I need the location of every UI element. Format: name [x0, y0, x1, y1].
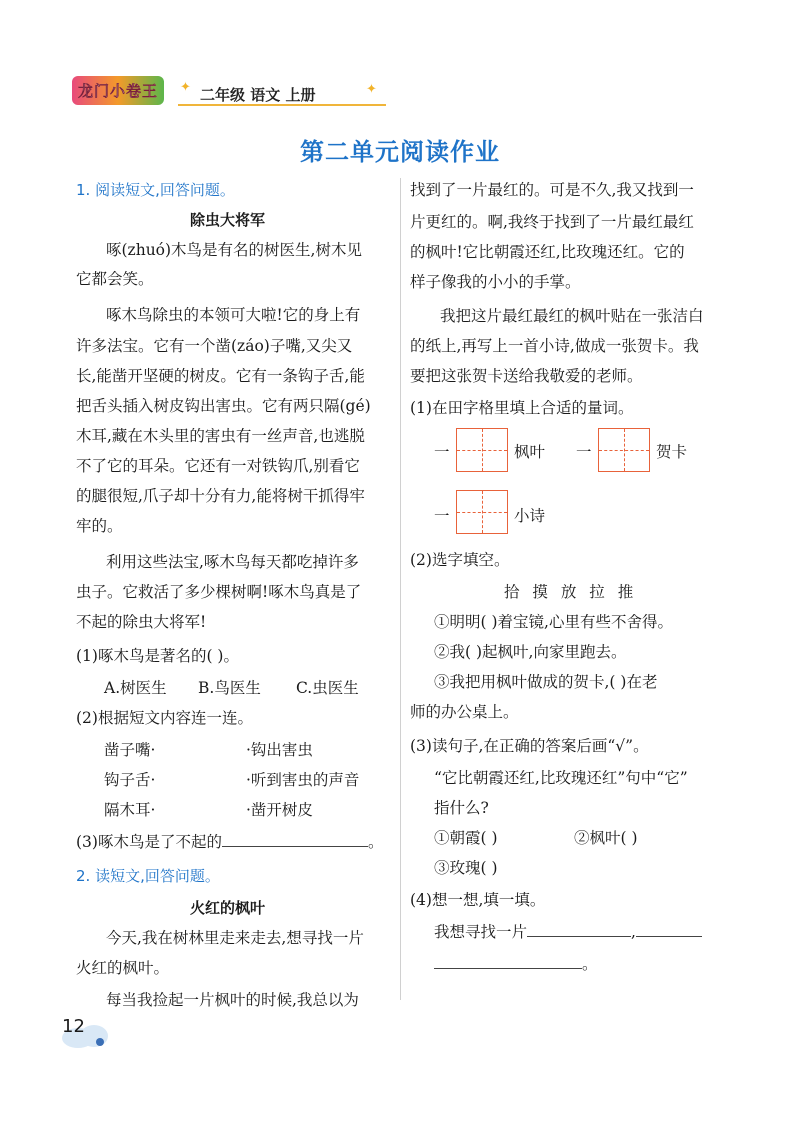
story-2-title: 火红的枫叶	[190, 899, 266, 917]
option-b[interactable]: B.鸟医生	[198, 679, 261, 697]
sparkle-icon: ✦	[180, 80, 191, 95]
question-2-heading: 2. 读短文,回答问题。	[76, 867, 220, 885]
question-1-heading: 1. 阅读短文,回答问题。	[76, 181, 235, 199]
fill-sentence-3-cont: 师的办公桌上。	[410, 703, 519, 721]
match-left-item[interactable]: 隔木耳·	[104, 801, 156, 819]
story-2-line: 今天,我在树林里走来走去,想寻找一片	[106, 929, 364, 947]
question-2-2: (2)选字填空。	[410, 551, 510, 569]
story-2-line: 找到了一片最红的。可是不久,我又找到一	[410, 181, 694, 199]
story-1-line: 虫子。它救活了多少棵树啊!啄木鸟真是了	[76, 583, 362, 601]
fill-sentence-1[interactable]: ①明明( )着宝镜,心里有些不舍得。	[434, 613, 673, 631]
story-1-line: 不了它的耳朵。它还有一对铁钩爪,别看它	[76, 457, 360, 475]
measure-word-one: 一	[434, 507, 450, 525]
story-2-line: 样子像我的小小的手掌。	[410, 273, 581, 291]
page-title: 第二单元阅读作业	[300, 138, 500, 166]
page-number: 12	[62, 1016, 85, 1037]
question-2-3-sentence: 指什么?	[434, 799, 489, 817]
match-left-item[interactable]: 钩子舌·	[104, 771, 156, 789]
story-1-line: 啄木鸟除虫的本领可大啦!它的身上有	[106, 306, 361, 324]
answer-blank[interactable]	[636, 922, 702, 937]
story-2-line: 我把这片最红最红的枫叶贴在一张洁白	[440, 307, 704, 325]
option-c[interactable]: C.虫医生	[296, 679, 359, 697]
story-1-line: 不起的除虫大将军!	[76, 613, 207, 631]
story-1-line: 的腿很短,爪子却十分有力,能将树干抓得牢	[76, 487, 365, 505]
story-1-line: 啄(zhuó)木鸟是有名的树医生,树木见	[106, 241, 362, 259]
word-poem: 小诗	[514, 507, 546, 525]
story-2-line: 片更红的。啊,我终于找到了一片最红最红	[410, 213, 694, 231]
story-2-line: 的枫叶!它比朝霞还红,比玫瑰还红。它的	[410, 243, 685, 261]
measure-word-one: 一	[434, 443, 450, 461]
story-2-line: 火红的枫叶。	[76, 959, 170, 977]
word-choices: 拾 摸 放 拉 推	[504, 583, 638, 601]
story-2-line: 要把这张贺卡送给我敬爱的老师。	[410, 367, 643, 385]
question-2-4-line2: 。	[434, 954, 598, 974]
story-2-line: 的纸上,再写上一首小诗,做成一张贺卡。我	[410, 337, 699, 355]
sparkle-icon: ✦	[366, 82, 377, 97]
match-right-item[interactable]: ·钩出害虫	[246, 741, 313, 759]
story-1-line: 木耳,藏在木头里的害虫有一丝声音,也逃脱	[76, 427, 365, 445]
question-2-4-sentence: 我想寻找一片 ,	[434, 922, 702, 942]
word-maple-leaf: 枫叶	[514, 443, 546, 461]
question-2-1: (1)在田字格里填上合适的量词。	[410, 399, 634, 417]
story-1-line: 把舌头插入树皮钩出害虫。它有两只隔(gé)	[76, 397, 371, 415]
story-1-line: 利用这些法宝,啄木鸟每天都吃掉许多	[106, 553, 359, 571]
question-2-4: (4)想一想,填一填。	[410, 891, 546, 909]
measure-word-one: 一	[576, 443, 592, 461]
tianzige-box[interactable]	[456, 490, 508, 534]
story-1-line: 牢的。	[76, 517, 123, 535]
match-left-item[interactable]: 凿子嘴·	[104, 741, 156, 759]
question-2-3: (3)读句子,在正确的答案后画“√”。	[410, 737, 649, 755]
column-divider	[400, 178, 401, 1000]
story-1-line: 它都会笑。	[76, 270, 154, 288]
tianzige-box[interactable]	[598, 428, 650, 472]
fill-sentence-3[interactable]: ③我把用枫叶做成的贺卡,( )在老	[434, 673, 658, 691]
story-2-line: 每当我捡起一片枫叶的时候,我总以为	[106, 991, 359, 1009]
story-1-title: 除虫大将军	[190, 211, 266, 229]
tianzige-box[interactable]	[456, 428, 508, 472]
story-1-line: 长,能凿开坚硬的树皮。它有一条钩子舌,能	[76, 367, 365, 385]
answer-blank[interactable]	[434, 954, 582, 969]
book-subtitle: 二年级 语文 上册	[200, 86, 316, 104]
match-right-item[interactable]: ·听到害虫的声音	[246, 771, 360, 789]
match-right-item[interactable]: ·凿开树皮	[246, 801, 313, 819]
story-1-line: 许多法宝。它有一个凿(záo)子嘴,又尖又	[76, 337, 353, 355]
brand-logo: 龙门小卷王	[72, 76, 176, 106]
question-2-3-sentence: “它比朝霞还红,比玫瑰还红”句中“它”	[434, 769, 688, 787]
answer-blank[interactable]	[222, 832, 368, 847]
answer-option-2[interactable]: ②枫叶( )	[574, 829, 638, 847]
word-card: 贺卡	[656, 443, 688, 461]
question-1-3: (3)啄木鸟是了不起的 。	[76, 833, 384, 851]
question-1-1: (1)啄木鸟是著名的( )。	[76, 647, 239, 665]
answer-option-1[interactable]: ①朝霞( )	[434, 829, 498, 847]
answer-option-3[interactable]: ③玫瑰( )	[434, 859, 498, 877]
question-1-2: (2)根据短文内容连一连。	[76, 709, 253, 727]
fill-sentence-2[interactable]: ②我( )起枫叶,向家里跑去。	[434, 643, 627, 661]
answer-blank[interactable]	[527, 922, 631, 937]
option-a[interactable]: A.树医生	[104, 679, 167, 697]
